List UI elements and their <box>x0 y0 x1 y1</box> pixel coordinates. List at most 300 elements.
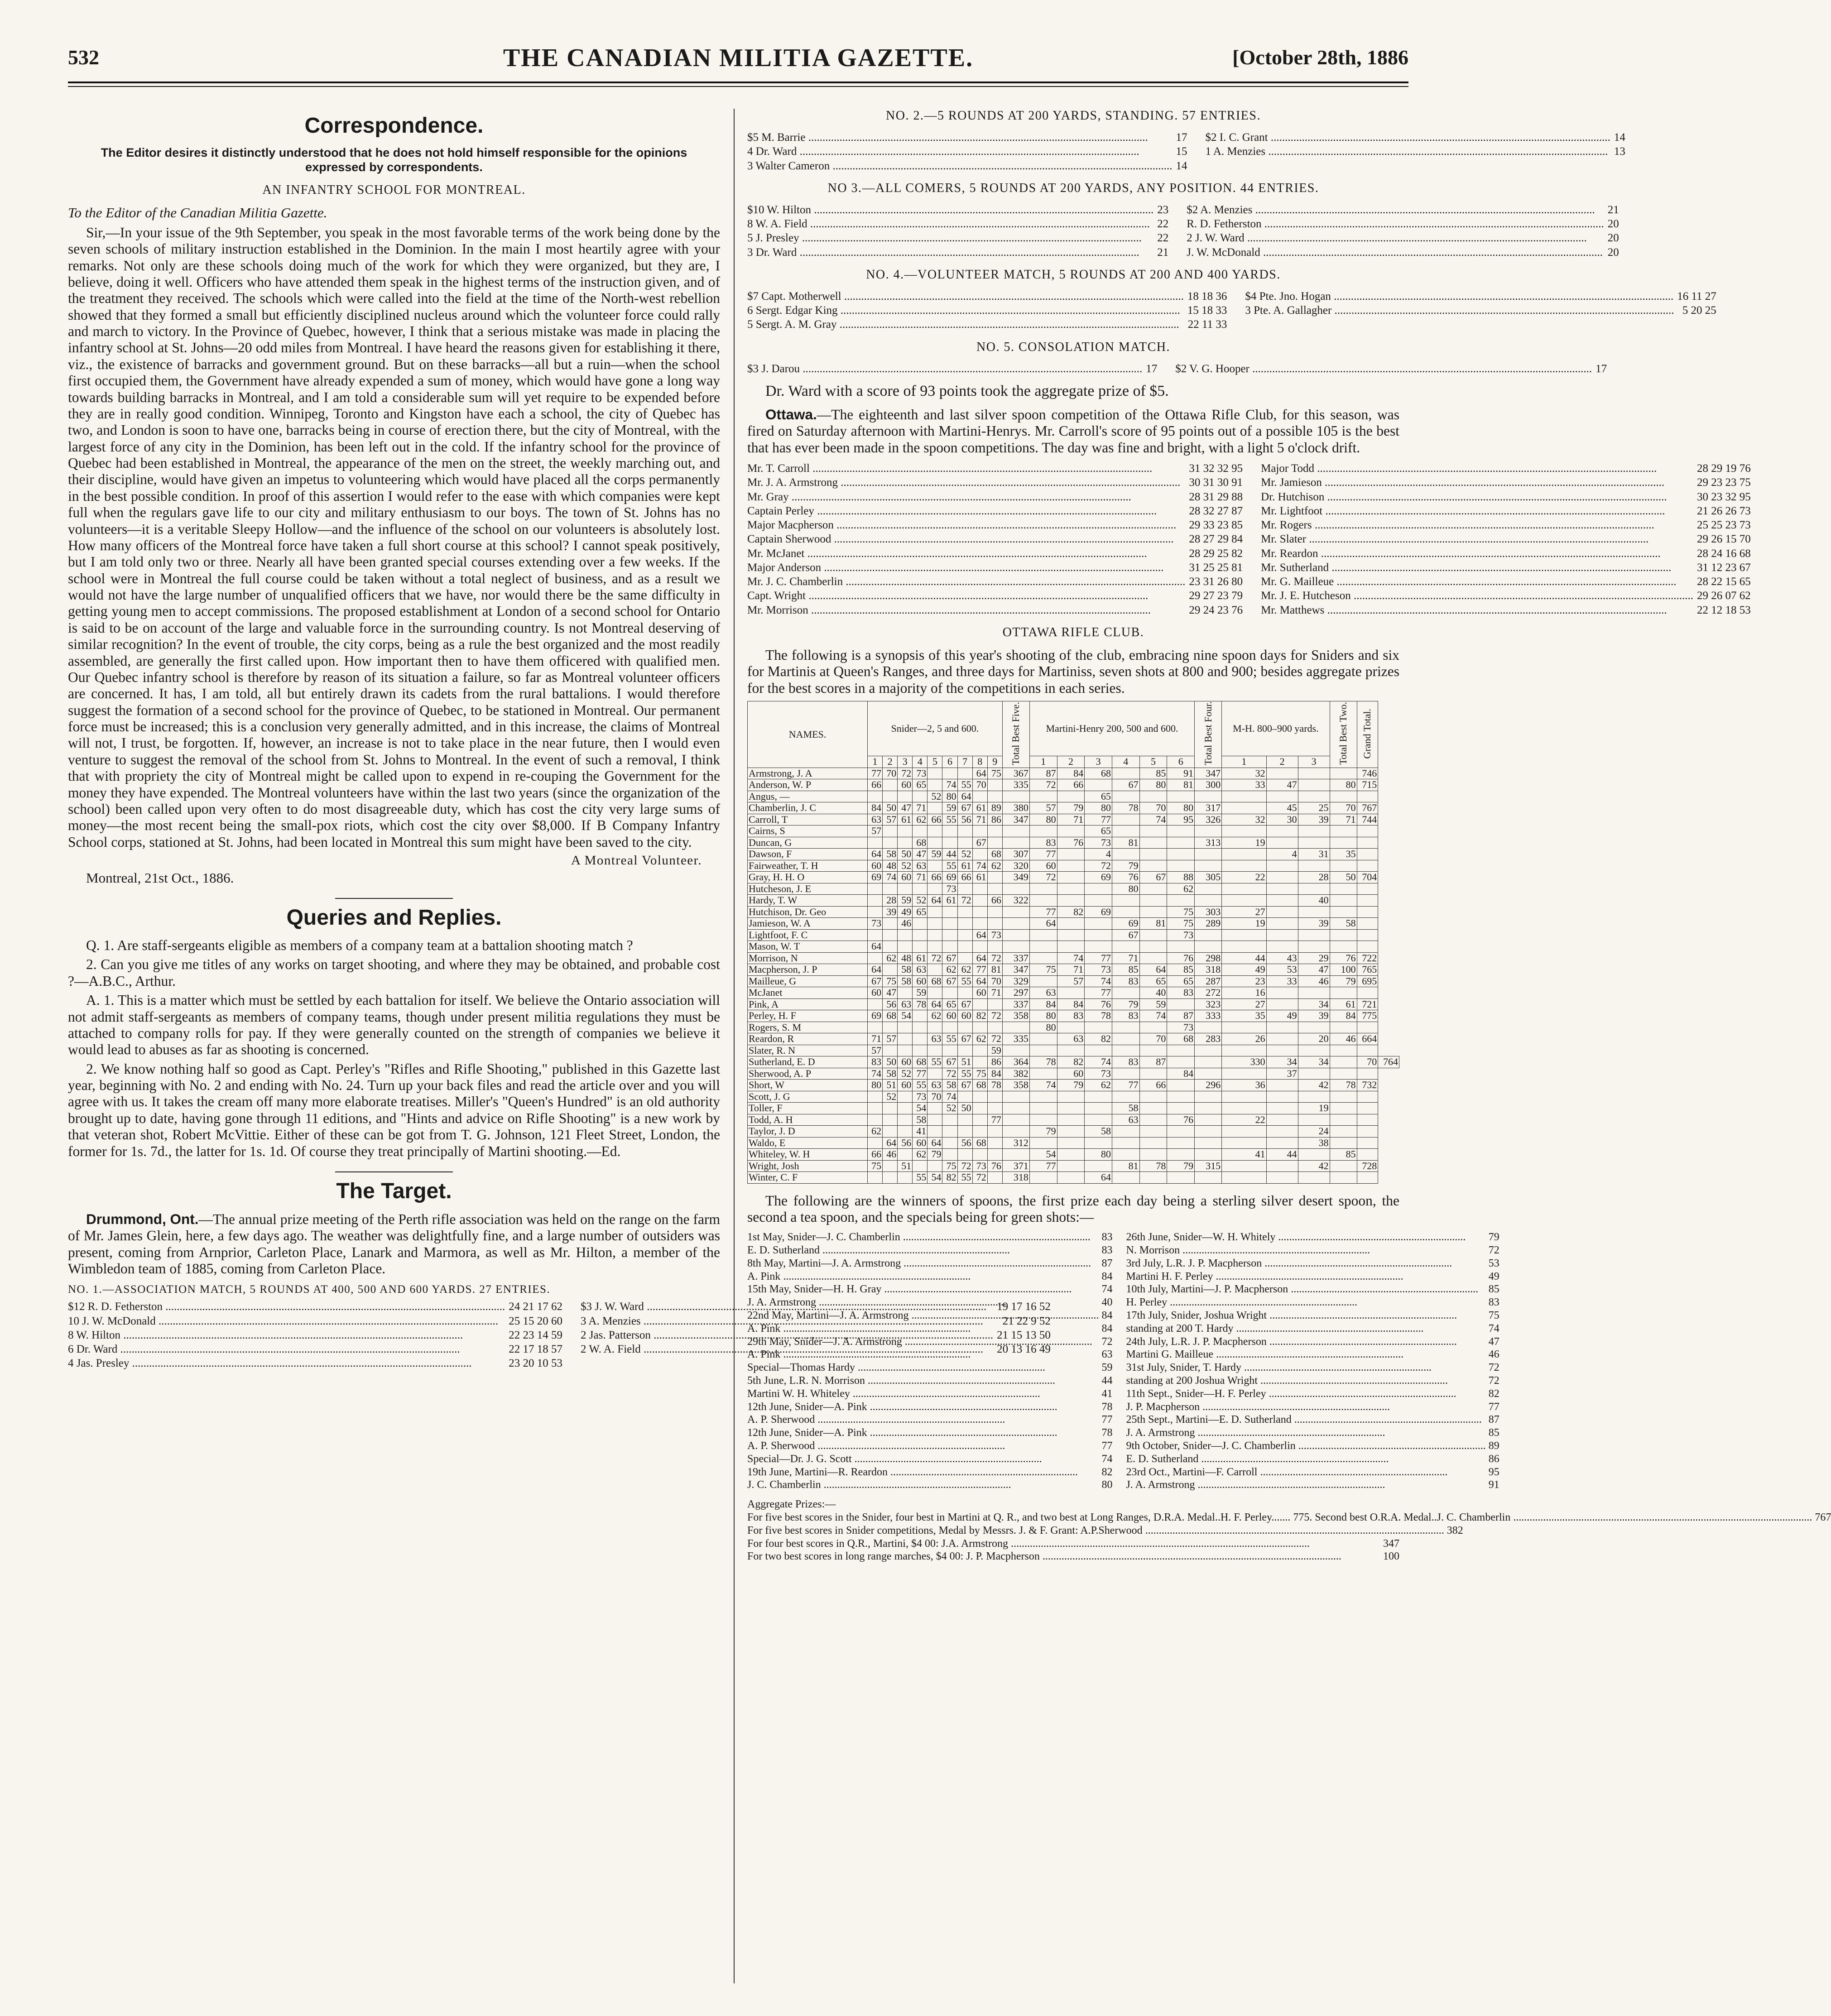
martini-score <box>1057 1149 1085 1161</box>
snider-score <box>957 1126 972 1138</box>
snider-score: 67 <box>942 952 957 964</box>
martini-score: 74 <box>1057 952 1085 964</box>
long-range-score: 42 <box>1298 1160 1330 1172</box>
snider-score <box>868 998 883 1010</box>
martini-score <box>1057 883 1085 895</box>
winner-desc: For five best scores in Snider competitions, Medal by Messrs. J. & F. Grant: A.P.Sherwood ..... <box>747 1524 1444 1537</box>
long-range-score <box>1298 1091 1330 1103</box>
snider-score <box>987 872 1002 883</box>
winner-desc: 23rd Oct., Martini—F. Carroll ..... <box>1126 1466 1485 1479</box>
martini-score <box>1195 1056 1222 1068</box>
snider-score: 66 <box>957 872 972 883</box>
snider-score <box>928 826 942 837</box>
grand-total <box>1357 1126 1378 1138</box>
snider-score <box>987 998 1002 1010</box>
snider-score: 55 <box>913 1080 928 1091</box>
martini-score: 57 <box>1029 802 1057 814</box>
martini-score: 69 <box>1112 918 1139 930</box>
competitor-name: $2 V. G. Hooper ..... <box>1175 362 1592 376</box>
competitor-name: Mr. Jamieson ..... <box>1261 475 1693 490</box>
winner-desc: 12th June, Snider—A. Pink ..... <box>747 1401 1099 1414</box>
winner-score: 85 <box>1488 1427 1499 1439</box>
competitor-score: 16 11 27 <box>1677 290 1716 302</box>
snider-score: 68 <box>972 1080 987 1091</box>
snider-score: 47 <box>898 802 913 814</box>
snider-score <box>928 929 942 941</box>
winner-desc: Martini G. Mailleue ..... <box>1126 1348 1485 1361</box>
shooter-name: Chamberlin, J. C <box>748 802 868 814</box>
martini-score: 64 <box>1029 918 1057 930</box>
long-range-score <box>1222 860 1266 872</box>
winners-right <box>1126 1231 1499 1492</box>
winner-score: 41 <box>1101 1387 1113 1400</box>
winner-row <box>747 1322 1112 1335</box>
martini-score: 68 <box>1167 1033 1195 1045</box>
long-range-score <box>1298 1114 1330 1126</box>
long-range-score <box>1266 1033 1298 1045</box>
best-five-total: 335 <box>1002 1033 1029 1045</box>
snider-score: 74 <box>942 1091 957 1103</box>
snider-score <box>987 1149 1002 1161</box>
long-range-score <box>1298 768 1330 779</box>
best-five-total <box>1002 837 1029 849</box>
snider-score <box>913 1010 928 1022</box>
martini-score: 68 <box>1085 768 1112 779</box>
martini-score: 59 <box>1139 998 1167 1010</box>
winner-row <box>1126 1387 1499 1401</box>
snider-score <box>883 1114 898 1126</box>
snider-score: 60 <box>898 1080 913 1091</box>
martini-score <box>1139 883 1167 895</box>
table-row <box>748 987 1399 999</box>
best-two-total <box>1330 1137 1357 1149</box>
long-range-score: 34 <box>1298 1056 1330 1068</box>
winner-row <box>747 1309 1112 1322</box>
winner-score: 87 <box>1101 1257 1113 1269</box>
table-row <box>748 964 1399 976</box>
score-row <box>747 203 1168 217</box>
snider-score: 72 <box>898 768 913 779</box>
grand-total <box>1357 1045 1378 1056</box>
shooter-name: Perley, H. F <box>748 1010 868 1022</box>
snider-score: 52 <box>883 1091 898 1103</box>
snider-score <box>868 895 883 907</box>
competitor-score: 15 <box>1176 145 1187 158</box>
martini-score <box>1057 1045 1085 1056</box>
martini-score <box>1057 1126 1085 1138</box>
snider-score <box>942 1022 957 1033</box>
snider-score: 71 <box>913 802 928 814</box>
best-two-total <box>1330 929 1357 941</box>
ottawa-text: —The eighteenth and last silver spoon competition of the Ottawa Rifle Club, for this season, was fired on Saturday afternoon with Martini-Henrys. Mr. Carroll's score of 95 points out of a possible 105 is the best that has ever been made in the spoon competitions. The day was fine and bright, with a light 5 o'clock drift. <box>747 407 1399 456</box>
martini-score: 77 <box>1029 849 1057 860</box>
competitor-name: Mr. Matthews ..... <box>1261 603 1693 617</box>
martini-score <box>1029 952 1057 964</box>
snider-score: 68 <box>913 837 928 849</box>
martini-score <box>1029 1068 1057 1080</box>
snider-score: 75 <box>868 1160 883 1172</box>
winner-desc: H. Perley ..... <box>1126 1296 1485 1309</box>
spoon-left <box>747 461 1243 617</box>
long-range-score <box>1222 929 1266 941</box>
winner-row <box>747 1478 1112 1492</box>
competitor-name: Mr. J. E. Hutcheson ..... <box>1261 589 1693 603</box>
martini-score <box>1167 1172 1195 1184</box>
martini-score: 64 <box>1139 964 1167 976</box>
snider-score: 72 <box>957 895 972 907</box>
winner-score: 46 <box>1488 1349 1499 1361</box>
winner-score: 77 <box>1101 1414 1113 1426</box>
winner-desc: 9th October, Snider—J. C. Chamberlin ..... <box>1126 1440 1485 1453</box>
snider-score <box>868 952 883 964</box>
best-four-total <box>1195 1114 1222 1126</box>
match2-left <box>747 130 1187 173</box>
match3-title: NO 3.—ALL COMERS, 5 ROUNDS AT 200 YARDS, ANY POSITION. 44 ENTRIES. <box>827 181 1319 195</box>
long-range-score <box>1298 860 1330 872</box>
column-number: 3 <box>898 756 913 768</box>
long-range-score: 32 <box>1222 768 1266 779</box>
newspaper-page <box>68 44 1831 1983</box>
column-number: 6 <box>1167 756 1195 768</box>
snider-score <box>928 987 942 999</box>
match2-scores <box>747 130 1625 173</box>
snider-score <box>972 1056 987 1068</box>
martini-score: 81 <box>1112 1160 1139 1172</box>
best-five-total <box>1002 1149 1029 1161</box>
martini-score: 40 <box>1139 987 1167 999</box>
shooter-name: Hutchison, Dr. Geo <box>748 906 868 918</box>
snider-score <box>928 964 942 976</box>
martini-score <box>1112 1068 1139 1080</box>
scores-table-body <box>748 768 1399 1183</box>
long-range-score: 4 <box>1266 849 1298 860</box>
long-range-score <box>1298 929 1330 941</box>
snider-score: 58 <box>898 964 913 976</box>
competitor-score: 28 31 29 88 <box>1189 490 1243 503</box>
best-two-total: 79 <box>1330 975 1357 987</box>
snider-score <box>883 791 898 802</box>
long-range-score <box>1222 849 1266 860</box>
score-row <box>1205 130 1625 144</box>
snider-score <box>987 1091 1002 1103</box>
competitor-name: $5 M. Barrie ..... <box>747 130 1172 144</box>
martini-score: 79 <box>1112 860 1139 872</box>
martini-score: 60 <box>1057 1068 1085 1080</box>
score-row <box>747 603 1243 617</box>
competitor-score: 25 15 20 60 <box>509 1315 563 1327</box>
martini-score: 65 <box>1167 975 1195 987</box>
snider-score <box>957 1091 972 1103</box>
best-two-total: 58 <box>1330 918 1357 930</box>
best-four-total <box>1195 860 1222 872</box>
long-range-score: 43 <box>1266 952 1298 964</box>
snider-score: 59 <box>987 1045 1002 1056</box>
table-row <box>748 849 1399 860</box>
snider-score <box>928 802 942 814</box>
winner-row <box>747 1550 1399 1563</box>
snider-score <box>913 791 928 802</box>
best-four-total <box>1195 1137 1222 1149</box>
snider-score <box>898 791 913 802</box>
competitor-name: Mr. J. C. Chamberlin ..... <box>747 575 1185 589</box>
martini-score: 66 <box>1139 1080 1167 1091</box>
winner-row <box>747 1296 1112 1309</box>
long-range-score: 34 <box>1298 998 1330 1010</box>
best-five-total <box>1002 883 1029 895</box>
winner-desc: J. A. Armstrong ..... <box>747 1296 1099 1309</box>
best-four-total: 330 <box>1222 1056 1266 1068</box>
long-range-score: 26 <box>1222 1033 1266 1045</box>
column-number: 3 <box>1085 756 1112 768</box>
table-row <box>748 1114 1399 1126</box>
match4-scores <box>747 289 1716 332</box>
martini-score: 4 <box>1085 849 1112 860</box>
competitor-score: 25 25 23 73 <box>1696 519 1751 532</box>
best-two-total <box>1330 941 1357 953</box>
snider-score <box>957 1022 972 1033</box>
shooter-name: Taylor, J. D <box>748 1126 868 1138</box>
snider-score <box>942 1149 957 1161</box>
snider-score: 69 <box>942 872 957 883</box>
competitor-score: 21 <box>1607 203 1619 216</box>
winner-row <box>747 1453 1112 1466</box>
winner-desc: A. Pink ..... <box>747 1348 1099 1361</box>
snider-score <box>972 1126 987 1138</box>
winner-score: 382 <box>1447 1524 1463 1536</box>
competitor-score: 28 29 19 76 <box>1696 462 1751 475</box>
winner-desc: 19th June, Martini—R. Reardon ..... <box>747 1466 1099 1479</box>
match1-left <box>68 1300 562 1370</box>
snider-score <box>898 941 913 953</box>
winner-desc: A. P. Sherwood ..... <box>747 1413 1099 1426</box>
martini-score: 80 <box>1167 802 1195 814</box>
winner-desc: 10th July, Martini—J. P. Macpherson ..... <box>1126 1283 1485 1296</box>
martini-score: 95 <box>1167 814 1195 826</box>
martini-score: 80 <box>1029 814 1057 826</box>
martini-score: 79 <box>1029 1126 1057 1138</box>
score-row <box>747 461 1243 475</box>
martini-score <box>1139 791 1167 802</box>
score-row <box>747 561 1243 575</box>
snider-score: 51 <box>898 1160 913 1172</box>
winner-row <box>1126 1283 1499 1296</box>
long-range-score <box>1266 826 1298 837</box>
winner-score: 95 <box>1488 1466 1499 1478</box>
winner-row <box>1126 1296 1499 1309</box>
martini-score <box>1085 1114 1112 1126</box>
column-number: 4 <box>913 756 928 768</box>
snider-score: 57 <box>883 1033 898 1045</box>
snider-score: 66 <box>928 814 942 826</box>
best-five-total: 312 <box>1002 1137 1029 1149</box>
snider-score: 62 <box>987 860 1002 872</box>
shooter-name: Todd, A. H <box>748 1114 868 1126</box>
martini-score <box>1085 1103 1112 1114</box>
winner-row <box>1126 1413 1499 1426</box>
score-row <box>1261 561 1751 575</box>
competitor-score: 21 15 13 50 <box>997 1329 1051 1341</box>
query-paragraph: Q. 1. Are staff-sergeants eligible as members of a company team at a battalion shooting match ? <box>86 937 633 954</box>
competitor-name: Mr. J. A. Armstrong ..... <box>747 475 1185 490</box>
competitor-score: 29 33 23 85 <box>1189 519 1243 532</box>
winner-score: 59 <box>1101 1362 1113 1374</box>
long-range-score <box>1266 998 1298 1010</box>
snider-score: 54 <box>913 1103 928 1114</box>
match4-title: NO. 4.—VOLUNTEER MATCH, 5 ROUNDS AT 200 AND 400 YARDS. <box>866 267 1281 282</box>
snider-score: 46 <box>898 918 913 930</box>
grand-total <box>1357 849 1378 860</box>
score-row <box>1261 532 1751 546</box>
winner-desc: E. D. Sutherland ..... <box>1126 1453 1485 1466</box>
snider-score: 69 <box>868 1010 883 1022</box>
snider-score: 51 <box>957 1056 972 1068</box>
table-row <box>748 1160 1399 1172</box>
snider-score: 80 <box>942 791 957 802</box>
winner-desc: A. P. Sherwood ..... <box>747 1440 1099 1453</box>
long-range-score <box>1266 872 1298 883</box>
long-range-score <box>1222 1137 1266 1149</box>
ottawa-lead: Ottawa. <box>765 406 817 423</box>
snider-score <box>913 1022 928 1033</box>
snider-score: 72 <box>972 1172 987 1184</box>
best-four-total: 289 <box>1195 918 1222 930</box>
martini-score <box>1085 895 1112 907</box>
aggregate-note: Dr. Ward with a score of 93 points took the aggregate prize of $5. <box>765 382 1169 399</box>
martini-score <box>1112 1033 1139 1045</box>
long-range-score: 44 <box>1266 1149 1298 1161</box>
martini-score: 79 <box>1057 802 1085 814</box>
best-four-total: 333 <box>1195 1010 1222 1022</box>
table-row <box>748 837 1399 849</box>
snider-score: 68 <box>987 849 1002 860</box>
best-four-total <box>1195 1149 1222 1161</box>
martini-score: 80 <box>1112 883 1139 895</box>
snider-score: 61 <box>913 952 928 964</box>
martini-score: 85 <box>1167 964 1195 976</box>
long-range-score: 19 <box>1298 1103 1330 1114</box>
snider-score: 72 <box>942 1068 957 1080</box>
snider-score <box>957 929 972 941</box>
snider-score: 78 <box>987 1080 1002 1091</box>
competitor-score: 17 <box>1146 362 1158 375</box>
snider-score: 59 <box>913 987 928 999</box>
snider-score: 71 <box>868 1033 883 1045</box>
table-row <box>748 975 1399 987</box>
snider-score <box>868 1172 883 1184</box>
competitor-score: 21 <box>1157 246 1169 259</box>
winner-row <box>747 1537 1399 1550</box>
martini-score: 71 <box>1057 964 1085 976</box>
winner-score: 86 <box>1488 1453 1499 1465</box>
winner-row <box>1126 1257 1499 1270</box>
snider-score: 72 <box>987 952 1002 964</box>
competitor-score: 29 27 23 79 <box>1189 590 1243 602</box>
competitor-name: 8 W. A. Field ..... <box>747 217 1153 231</box>
snider-score: 59 <box>928 849 942 860</box>
column-number: 5 <box>928 756 942 768</box>
long-range-score: 53 <box>1266 964 1298 976</box>
snider-score: 28 <box>883 895 898 907</box>
winner-score: 84 <box>1101 1322 1113 1334</box>
best-four-total: 296 <box>1195 1080 1222 1091</box>
winner-row <box>1126 1348 1499 1361</box>
winner-row <box>747 1257 1112 1270</box>
score-row <box>1261 461 1751 475</box>
martini-score <box>1167 1056 1195 1068</box>
snider-score: 52 <box>898 860 913 872</box>
grand-total <box>1357 1103 1378 1114</box>
best-five-total: 347 <box>1002 814 1029 826</box>
section-divider <box>335 1171 453 1172</box>
best-four-total <box>1195 1103 1222 1114</box>
long-range-score <box>1266 1103 1298 1114</box>
winner-score: 89 <box>1488 1440 1499 1452</box>
score-row <box>68 1342 562 1356</box>
snider-score: 86 <box>987 1056 1002 1068</box>
competitor-name: 2 W. A. Field ..... <box>581 1342 993 1356</box>
long-range-score <box>1222 895 1266 907</box>
martini-score <box>1139 1068 1167 1080</box>
snider-score <box>957 987 972 999</box>
score-row <box>747 589 1243 603</box>
snider-score: 67 <box>942 975 957 987</box>
table-row <box>748 1126 1399 1138</box>
martini-score: 71 <box>1057 814 1085 826</box>
winner-score: 74 <box>1488 1322 1499 1334</box>
competitor-name: Mr. T. Carroll ..... <box>747 461 1185 475</box>
snider-score <box>942 837 957 849</box>
snider-score <box>898 1114 913 1126</box>
martini-score <box>1057 987 1085 999</box>
competitor-score: 28 32 27 87 <box>1189 504 1243 517</box>
martini-score: 57 <box>1057 975 1085 987</box>
competitor-name: Captain Perley ..... <box>747 504 1185 518</box>
snider-score <box>987 826 1002 837</box>
reply-paragraph: A. 1. This is a matter which must be settled by each battalion for itself. We believe the Ontario association will not admit staff-sergeants as members of company teams, though under present militia regulations they must be attached to company rolls for pay. If they were generally counted on the strength of companies we believe it would lead to abuses as far as shooting is concerned. <box>68 992 720 1058</box>
winner-desc: 1st May, Snider—J. C. Chamberlin ..... <box>747 1231 1099 1244</box>
long-range-score <box>1266 987 1298 999</box>
snider-score: 52 <box>928 791 942 802</box>
snider-score: 64 <box>957 791 972 802</box>
winner-row <box>747 1231 1112 1244</box>
competitor-name: 2 J. W. Ward ..... <box>1187 231 1604 245</box>
snider-score: 70 <box>972 779 987 791</box>
martini-score <box>1139 1126 1167 1138</box>
competitor-name: Mr. McJanet ..... <box>747 547 1185 561</box>
table-row <box>748 929 1399 941</box>
score-row <box>1261 547 1751 561</box>
snider-score: 56 <box>898 1137 913 1149</box>
snider-score: 64 <box>972 975 987 987</box>
snider-score <box>883 941 898 953</box>
competitor-score: 20 13 16 49 <box>997 1343 1051 1356</box>
competitor-name: $10 W. Hilton ..... <box>747 203 1153 217</box>
table-row <box>748 895 1399 907</box>
winner-score: 75 <box>1488 1310 1499 1322</box>
best-four-total: 318 <box>1195 964 1222 976</box>
grand-total: 695 <box>1357 975 1378 987</box>
snider-score: 62 <box>928 1010 942 1022</box>
table-row <box>748 860 1399 872</box>
best-two-total <box>1330 768 1357 779</box>
winner-score: 74 <box>1101 1283 1113 1296</box>
best-four-total: 347 <box>1195 768 1222 779</box>
martini-score <box>1139 826 1167 837</box>
winner-score: 84 <box>1101 1310 1113 1322</box>
snider-score <box>868 906 883 918</box>
competitor-name: 3 A. Menzies ..... <box>581 1314 999 1328</box>
martini-score: 77 <box>1029 906 1057 918</box>
